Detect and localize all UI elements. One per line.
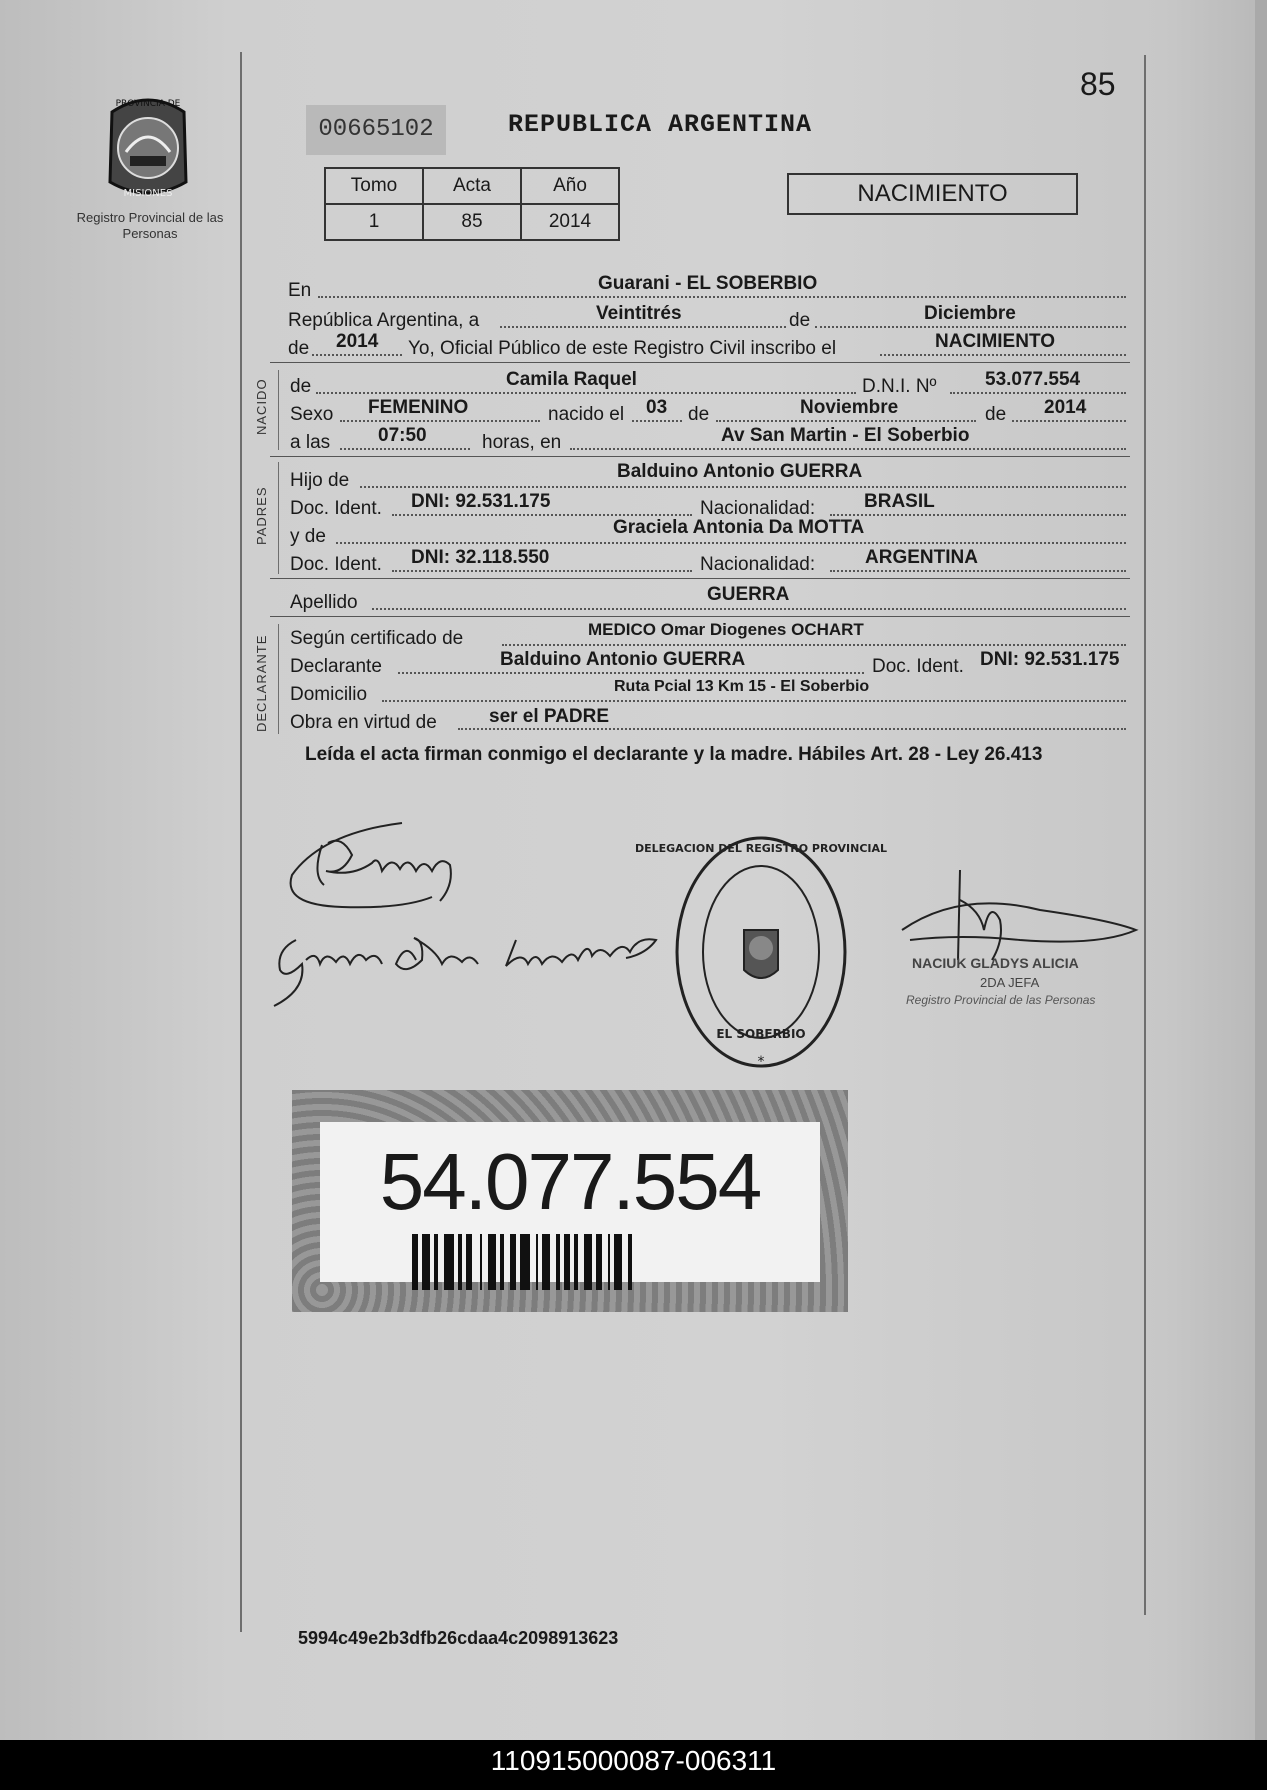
dotted-line: [950, 392, 1126, 394]
padres-section-label: PADRES: [254, 486, 269, 545]
dotted-line: [398, 672, 864, 674]
de-label: de: [985, 404, 1007, 425]
header-acta: Acta: [423, 168, 521, 204]
dotted-line: [458, 728, 1126, 730]
domicilio-value: Ruta Pcial 13 Km 15 - El Soberbio: [614, 678, 870, 695]
obra-value: ser el PADRE: [489, 706, 610, 727]
footer-code: 110915000087-006311: [0, 1740, 1267, 1790]
registry-name: Registro Provincial de las Personas: [76, 210, 224, 241]
dotted-line: [340, 448, 470, 450]
dotted-line: [502, 644, 1126, 646]
month-value: Diciembre: [924, 303, 1016, 324]
barcode-bar: [542, 1234, 550, 1290]
barcode-bar: [536, 1234, 538, 1290]
certificado-label: Según certificado de: [290, 628, 464, 649]
declarante-label: Declarante: [290, 656, 382, 677]
barcode-bar: [520, 1234, 530, 1290]
dotted-line: [632, 420, 682, 422]
dotted-line: [500, 326, 786, 328]
logo-lettering-top: PROVINCIA DE: [115, 99, 181, 109]
dotted-line: [830, 570, 1126, 572]
dotted-line: [880, 354, 1126, 356]
republica-label: República Argentina, a: [288, 310, 480, 331]
barcode-bar: [614, 1234, 622, 1290]
value-ano: 2014: [521, 204, 619, 240]
official-organization: Registro Provincial de las Personas: [906, 993, 1096, 1007]
barcode-bar: [628, 1234, 632, 1290]
page-edge: [1255, 0, 1267, 1740]
barcode-bar: [608, 1234, 610, 1290]
document-hash: 5994c49e2b3dfb26cdaa4c2098913623: [298, 1628, 619, 1648]
domicilio-label: Domicilio: [290, 684, 368, 705]
section-divider: [270, 616, 1130, 617]
father-doc-value: DNI: 92.531.175: [411, 491, 551, 512]
seal-outer-text: DELEGACION DEL REGISTRO PROVINCIAL: [634, 842, 888, 855]
barcode-bar: [422, 1234, 430, 1290]
barcode-bar: [596, 1234, 602, 1290]
day-value: Veintitrés: [596, 303, 682, 324]
mother-nationality-value: ARGENTINA: [865, 547, 978, 568]
barcode-bar: [564, 1234, 570, 1290]
obra-label: Obra en virtud de: [290, 712, 437, 733]
a-las-label: a las: [290, 432, 331, 453]
header-ano: Año: [521, 168, 619, 204]
dni-label: D.N.I. Nº: [862, 376, 937, 397]
left-margin-line: [240, 52, 242, 1632]
declarante-doc-value: DNI: 92.531.175: [980, 649, 1120, 670]
dotted-line: [815, 326, 1126, 328]
dotted-line: [318, 296, 1126, 298]
sexo-value: FEMENINO: [368, 397, 469, 418]
dotted-line: [336, 542, 1126, 544]
seal-star: *: [757, 1054, 765, 1070]
dotted-line: [1012, 420, 1126, 422]
apellido-label: Apellido: [290, 592, 358, 613]
barcode-bar: [500, 1234, 504, 1290]
seal-inner-text: EL SOBERBIO: [716, 1027, 806, 1041]
barcode-bar: [584, 1234, 592, 1290]
dotted-line: [392, 514, 692, 516]
barcode-bar: [412, 1234, 418, 1290]
document-title: REPUBLICA ARGENTINA: [508, 110, 813, 139]
hijo-de-label: Hijo de: [290, 470, 350, 491]
birth-month-value: Noviembre: [800, 397, 899, 418]
misiones-crest-logo: [96, 92, 200, 204]
section-bracket: [278, 462, 279, 574]
father-name-value: Balduino Antonio GUERRA: [617, 461, 863, 482]
nacionalidad-label: Nacionalidad:: [700, 498, 816, 519]
inscribe-type-value: NACIMIENTO: [935, 331, 1055, 352]
de-label: de: [789, 310, 811, 331]
mother-name-value: Graciela Antonia Da MOTTA: [613, 517, 865, 538]
value-acta: 85: [423, 204, 521, 240]
nacido-el-label: nacido el: [548, 404, 625, 425]
barcode-bar: [480, 1234, 482, 1290]
section-bracket: [278, 624, 279, 734]
barcode-bar: [510, 1234, 516, 1290]
header-tomo: Tomo: [325, 168, 423, 204]
dotted-line: [570, 448, 1126, 450]
dotted-line: [382, 700, 1126, 702]
declarant-signature: [282, 815, 502, 925]
sexo-label: Sexo: [290, 404, 334, 425]
dotted-line: [312, 354, 402, 356]
dni-label-sticker: [292, 1090, 848, 1312]
child-dni-value: 53.077.554: [985, 369, 1081, 390]
declarante-value: Balduino Antonio GUERRA: [500, 649, 746, 670]
official-role: 2DA JEFA: [980, 975, 1040, 990]
horas-label: horas, en: [482, 432, 562, 453]
dotted-line: [372, 608, 1126, 610]
barcode-bar: [434, 1234, 438, 1290]
official-seal: [634, 830, 888, 1076]
year-value: 2014: [336, 331, 379, 352]
section-divider: [270, 578, 1130, 579]
logo-lettering-bottom: MISIONES: [123, 188, 173, 199]
nacido-section-label: NACIDO: [254, 378, 269, 435]
barcode-bar: [574, 1234, 578, 1290]
mother-signature: [266, 920, 666, 1010]
record-table: [324, 167, 620, 241]
mother-doc-value: DNI: 32.118.550: [411, 547, 550, 568]
serial-number: 00665102: [306, 105, 446, 155]
birth-place-value: Av San Martin - El Soberbio: [721, 425, 970, 446]
de-label: de: [688, 404, 710, 425]
legal-text: Leída el acta firman conmigo el declarante y la madre. Hábiles Art. 28 - Ley 26.413: [305, 744, 1043, 765]
sticker-number: 54.077.554: [379, 1137, 761, 1226]
y-de-label: y de: [290, 526, 326, 547]
en-label: En: [288, 280, 312, 301]
barcode-bar: [466, 1234, 472, 1290]
section-divider: [270, 362, 1130, 363]
barcode-bar: [458, 1234, 462, 1290]
birth-day-value: 03: [646, 397, 668, 418]
page-number: 85: [1080, 66, 1116, 102]
father-nationality-value: BRASIL: [864, 491, 935, 512]
birth-time-value: 07:50: [378, 425, 427, 446]
declarante-section-label: DECLARANTE: [254, 634, 269, 732]
barcode: [412, 1234, 744, 1290]
doc-ident-label: Doc. Ident.: [290, 554, 382, 575]
barcode-bar: [556, 1234, 560, 1290]
barcode-bar: [444, 1234, 454, 1290]
doc-ident-label: Doc. Ident.: [872, 656, 964, 677]
certificado-value: MEDICO Omar Diogenes OCHART: [588, 620, 864, 639]
dotted-line: [340, 420, 540, 422]
dotted-line: [360, 486, 1126, 488]
dotted-line: [392, 570, 692, 572]
doc-ident-label: Doc. Ident.: [290, 498, 382, 519]
sticker-inner: [320, 1122, 820, 1282]
dotted-line: [716, 420, 976, 422]
apellido-value: GUERRA: [707, 584, 790, 605]
value-tomo: 1: [325, 204, 423, 240]
right-margin-line: [1144, 55, 1146, 1615]
record-type-box: NACIMIENTO: [787, 173, 1078, 215]
official-name: NACIUK GLADYS ALICIA: [912, 955, 1079, 971]
section-bracket: [278, 370, 279, 450]
birth-year-value: 2014: [1044, 397, 1087, 418]
child-name-value: Camila Raquel: [506, 369, 637, 390]
dotted-line: [316, 392, 856, 394]
nacionalidad-label: Nacionalidad:: [700, 554, 816, 575]
official-signature: [900, 870, 1140, 960]
section-divider: [270, 456, 1130, 457]
de-label: de: [288, 338, 310, 359]
inscribo-text: Yo, Oficial Público de este Registro Civil inscribo el: [408, 338, 837, 359]
barcode-bar: [488, 1234, 496, 1290]
place-value: Guarani - EL SOBERBIO: [598, 273, 818, 294]
dotted-line: [830, 514, 1126, 516]
de-label: de: [290, 376, 312, 397]
